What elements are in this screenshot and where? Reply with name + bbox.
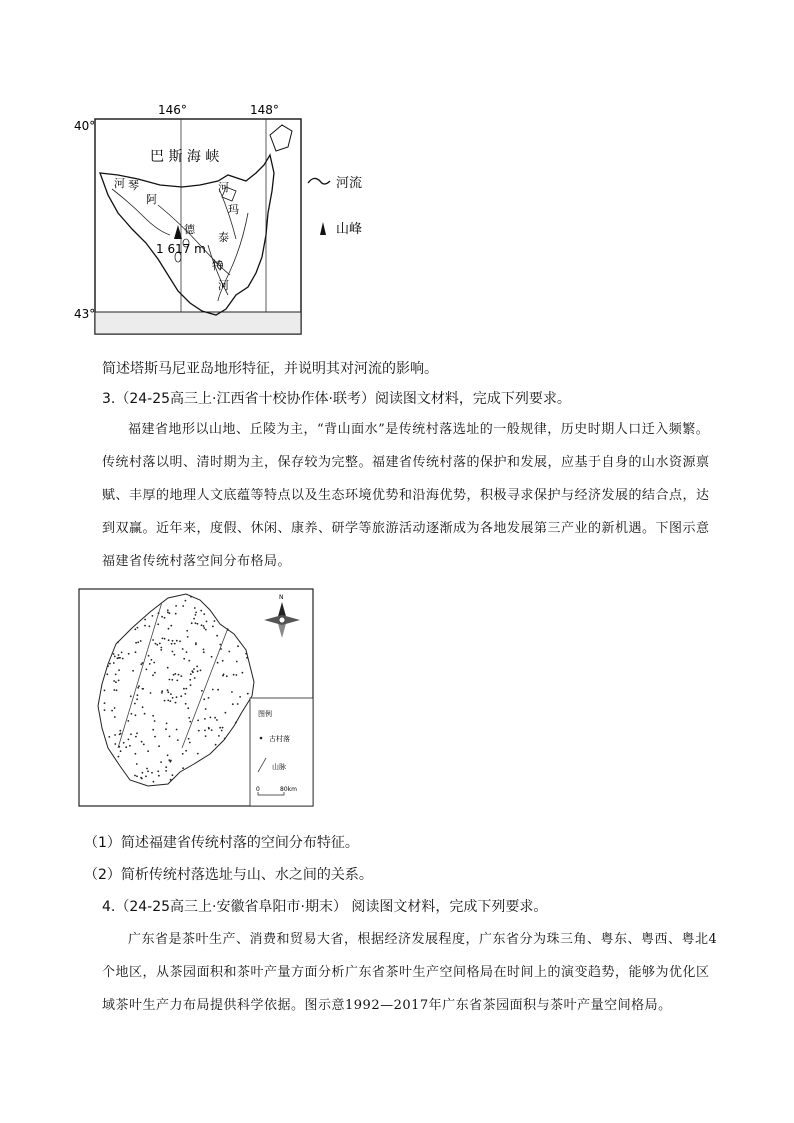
village-dot bbox=[117, 642, 119, 644]
village-dot bbox=[144, 625, 146, 627]
village-dot bbox=[146, 669, 148, 671]
village-dot bbox=[134, 628, 136, 630]
village-dot bbox=[183, 688, 185, 690]
village-dot bbox=[169, 736, 171, 738]
village-dot bbox=[114, 743, 116, 745]
village-dot bbox=[193, 618, 195, 620]
village-dot bbox=[205, 708, 207, 710]
village-dot bbox=[211, 729, 213, 731]
village-dot bbox=[135, 736, 137, 738]
village-dot bbox=[169, 679, 171, 681]
village-dot bbox=[185, 600, 187, 602]
village-dot bbox=[134, 775, 136, 777]
village-dot bbox=[172, 774, 174, 776]
village-dot bbox=[116, 689, 118, 691]
village-dot bbox=[178, 674, 180, 676]
village-dot bbox=[158, 745, 160, 747]
village-dot bbox=[168, 628, 170, 630]
village-dot bbox=[197, 720, 199, 722]
village-dot bbox=[222, 675, 224, 677]
village-dot bbox=[142, 662, 144, 664]
village-dot bbox=[195, 644, 197, 646]
village-dot bbox=[153, 781, 155, 783]
village-dot bbox=[128, 739, 130, 741]
village-dot bbox=[246, 657, 248, 659]
village-dot bbox=[171, 643, 173, 645]
q2-prompt: 简述塔斯马尼亚岛地形特征，并说明其对河流的影响。 bbox=[102, 361, 438, 377]
sea-label: 巴 斯 海 峡 bbox=[150, 149, 220, 165]
village-dot bbox=[132, 670, 134, 672]
village-dot bbox=[193, 668, 195, 670]
village-dot bbox=[156, 644, 158, 646]
village-dot bbox=[142, 688, 144, 690]
village-dot bbox=[172, 697, 174, 699]
village-dot bbox=[141, 741, 143, 743]
village-dot bbox=[185, 703, 187, 705]
village-dot bbox=[164, 638, 166, 640]
village-dot bbox=[154, 720, 156, 722]
village-dot bbox=[175, 605, 177, 607]
village-dot bbox=[226, 675, 228, 677]
village-dot bbox=[205, 629, 207, 631]
village-dot bbox=[161, 616, 163, 618]
village-dot bbox=[182, 605, 184, 607]
village-dot bbox=[231, 691, 233, 693]
village-dot bbox=[182, 648, 184, 650]
village-dot bbox=[220, 648, 222, 650]
village-dot bbox=[146, 768, 148, 770]
village-dot bbox=[167, 700, 169, 702]
village-dot bbox=[117, 657, 119, 659]
village-dot bbox=[170, 625, 172, 627]
village-dot bbox=[232, 703, 234, 705]
legend-village: 古村落 bbox=[269, 735, 290, 743]
river-char: 玛 bbox=[228, 203, 239, 216]
village-dot bbox=[122, 658, 124, 660]
legend-river: 河流 bbox=[336, 176, 363, 191]
village-dot bbox=[187, 707, 189, 709]
village-dot bbox=[197, 670, 199, 672]
village-dot bbox=[194, 607, 196, 609]
village-dot bbox=[187, 636, 189, 638]
village-dot bbox=[204, 718, 206, 720]
village-dot bbox=[168, 759, 170, 761]
q3-sub1: （1）简述福建省传统村落的空间分布特征。 bbox=[84, 835, 359, 851]
village-dot bbox=[137, 641, 139, 643]
river-char: 琴 bbox=[128, 179, 139, 192]
village-dot bbox=[119, 657, 121, 659]
village-dot bbox=[135, 714, 137, 716]
village-dot bbox=[172, 640, 174, 642]
village-dot bbox=[173, 674, 175, 676]
village-dot bbox=[140, 640, 142, 642]
village-dot bbox=[227, 629, 229, 631]
village-dot bbox=[115, 674, 117, 676]
village-dot bbox=[158, 775, 160, 777]
village-dot bbox=[205, 735, 207, 737]
village-dot bbox=[236, 661, 238, 663]
village-dot bbox=[129, 745, 131, 747]
village-dot bbox=[194, 677, 196, 679]
village-dot bbox=[153, 662, 155, 664]
village-dot bbox=[189, 721, 191, 723]
legend-mountain: 山脉 bbox=[272, 763, 286, 771]
village-dot bbox=[190, 684, 192, 686]
village-dot bbox=[119, 730, 121, 732]
tasmania-map bbox=[60, 95, 390, 345]
village-dot bbox=[152, 715, 154, 717]
village-dot bbox=[228, 651, 230, 653]
village-dot bbox=[176, 729, 178, 731]
village-dot bbox=[160, 649, 162, 651]
village-dot bbox=[143, 744, 145, 746]
village-dot bbox=[225, 712, 227, 714]
village-dot bbox=[104, 690, 106, 692]
village-dot bbox=[190, 596, 192, 598]
village-dot bbox=[137, 687, 139, 689]
village-dot bbox=[198, 730, 200, 732]
village-dot bbox=[155, 643, 157, 645]
village-dot bbox=[175, 702, 177, 704]
village-dot bbox=[151, 772, 153, 774]
village-dot bbox=[174, 654, 176, 656]
village-dot bbox=[237, 703, 239, 705]
village-dot bbox=[152, 639, 154, 641]
village-dot bbox=[182, 753, 184, 755]
village-dot bbox=[114, 734, 116, 736]
village-dot bbox=[170, 693, 172, 695]
village-dot bbox=[164, 617, 166, 619]
q3-header: 3.（24-25高三上·江西省十校协作体·联考）阅读图文材料，完成下列要求。 bbox=[102, 391, 571, 407]
village-dot bbox=[130, 733, 132, 735]
village-dot bbox=[166, 723, 168, 725]
village-dot bbox=[190, 673, 192, 675]
village-dot bbox=[188, 660, 190, 662]
village-dot bbox=[191, 670, 193, 672]
lon-label-148: 148° bbox=[250, 103, 279, 117]
village-dot bbox=[174, 673, 176, 675]
village-dot bbox=[106, 673, 108, 675]
north-label: N bbox=[279, 594, 284, 601]
village-dot bbox=[215, 744, 217, 746]
village-dot bbox=[186, 630, 188, 632]
village-dot bbox=[118, 746, 120, 748]
village-dot bbox=[136, 763, 138, 765]
river-char: 泰 bbox=[218, 231, 229, 244]
village-dot bbox=[214, 717, 216, 719]
village-dot bbox=[167, 609, 169, 611]
village-dot bbox=[222, 727, 224, 729]
village-dot bbox=[180, 695, 182, 697]
village-dot bbox=[167, 691, 169, 693]
village-dot bbox=[219, 644, 221, 646]
legend-peak: 山峰 bbox=[336, 222, 363, 237]
village-dot bbox=[118, 680, 120, 682]
village-dot bbox=[200, 610, 202, 612]
q3-material bbox=[102, 413, 722, 578]
village-dot bbox=[113, 662, 115, 664]
village-dot bbox=[179, 640, 181, 642]
village-dot bbox=[204, 730, 206, 732]
lon-label-146: 146° bbox=[158, 103, 187, 117]
village-dot bbox=[165, 770, 167, 772]
village-dot bbox=[107, 665, 109, 667]
village-dot bbox=[245, 653, 247, 655]
village-dot bbox=[191, 622, 193, 624]
village-dot bbox=[200, 670, 202, 672]
village-dot bbox=[135, 651, 137, 653]
village-dot bbox=[167, 612, 169, 614]
legend-title: 图例 bbox=[258, 710, 272, 718]
village-dot bbox=[188, 717, 190, 719]
village-dot bbox=[224, 738, 226, 740]
village-dot bbox=[165, 766, 167, 768]
village-dot bbox=[170, 760, 172, 762]
village-dot bbox=[160, 761, 162, 763]
village-dot bbox=[212, 689, 214, 691]
village-dot bbox=[142, 706, 144, 708]
village-dot bbox=[152, 729, 154, 731]
village-dot bbox=[167, 754, 169, 756]
village-dot bbox=[196, 666, 198, 668]
village-dot bbox=[154, 672, 156, 674]
village-dot bbox=[195, 614, 197, 616]
village-dot bbox=[197, 623, 199, 625]
village-dot bbox=[195, 622, 197, 624]
lat-label-40: 40° bbox=[74, 119, 96, 133]
village-dot bbox=[208, 727, 210, 729]
village-dot bbox=[218, 735, 220, 737]
village-dot bbox=[188, 738, 190, 740]
village-dot bbox=[114, 707, 116, 709]
village-dot bbox=[120, 750, 122, 752]
river-char: 河 bbox=[114, 177, 125, 190]
village-dot bbox=[159, 643, 161, 645]
river-legend-icon bbox=[308, 178, 330, 184]
village-dot bbox=[147, 770, 149, 772]
village-dot bbox=[137, 694, 139, 696]
lat-label-43: 43° bbox=[74, 307, 96, 321]
village-dot bbox=[114, 656, 116, 658]
village-dot bbox=[135, 753, 137, 755]
village-dot bbox=[125, 746, 127, 748]
village-dot bbox=[216, 635, 218, 637]
q4-material bbox=[102, 923, 722, 1022]
village-dot bbox=[171, 679, 173, 681]
village-dot bbox=[138, 685, 140, 687]
q4-paragraph: 广东省是茶叶生产、消费和贸易大省，根据经济发展程度，广东省分为珠三角、粤东、粤西、粤北4个地区，从茶园面积和茶叶产量方面分析广东省茶叶生产空间格局在时间上的演变趋势，能够为优化区域茶叶生产力布局提供科学依据。图示意1992—2017年广东省茶园面积与茶叶产量空间格局。 bbox=[102, 932, 718, 1013]
village-dot bbox=[118, 654, 120, 656]
peak-label: 1 617 m bbox=[156, 242, 206, 256]
village-dot bbox=[197, 753, 199, 755]
village-dot bbox=[189, 742, 191, 744]
village-dot bbox=[113, 653, 115, 655]
village-dot bbox=[242, 672, 244, 674]
village-dot bbox=[152, 674, 154, 676]
village-dot bbox=[152, 615, 154, 617]
village-dot bbox=[176, 640, 178, 642]
village-dot bbox=[151, 659, 153, 661]
village-dot bbox=[221, 730, 223, 732]
village-dot bbox=[131, 713, 133, 715]
peak-legend-icon bbox=[320, 222, 326, 235]
village-dot bbox=[161, 690, 163, 692]
village-dot bbox=[147, 750, 149, 752]
q4-header: 4.（24-25高三上·安徽省阜阳市·期末） 阅读图文材料，完成下列要求。 bbox=[102, 899, 548, 915]
village-dot bbox=[206, 621, 208, 623]
village-dot bbox=[158, 612, 160, 614]
village-dot bbox=[175, 613, 177, 615]
q3-sub2: （2）简析传统村落选址与山、水之间的关系。 bbox=[84, 867, 373, 883]
village-dot bbox=[217, 662, 219, 664]
village-dot bbox=[177, 739, 179, 741]
village-dot bbox=[149, 625, 151, 627]
village-dot bbox=[168, 639, 170, 641]
village-dot bbox=[186, 651, 188, 653]
village-dot bbox=[148, 655, 150, 657]
village-dot bbox=[235, 722, 237, 724]
village-dot bbox=[162, 638, 164, 640]
village-dot bbox=[236, 674, 238, 676]
village-dot bbox=[195, 612, 197, 614]
village-dot bbox=[203, 649, 205, 651]
village-dot bbox=[203, 625, 205, 627]
village-dot bbox=[211, 656, 213, 658]
village-dot bbox=[113, 689, 115, 691]
village-dot bbox=[183, 658, 185, 660]
village-dot bbox=[114, 716, 116, 718]
village-dot bbox=[185, 750, 187, 752]
village-dot bbox=[201, 690, 203, 692]
village-dot bbox=[157, 770, 159, 772]
village-dot bbox=[203, 613, 205, 615]
village-dot bbox=[160, 647, 162, 649]
village-dot bbox=[136, 698, 138, 700]
village-dot bbox=[121, 652, 123, 654]
river-char: 河 bbox=[218, 181, 229, 194]
village-dot bbox=[118, 756, 120, 758]
village-dot bbox=[203, 698, 205, 700]
q3-paragraph: 福建省地形以山地、丘陵为主，“背山面水”是传统村落选址的一般规律，历史时期人口迁入频繁。传统村落以明、清时期为主，保存较为完整。福建省传统村落的保护和发展，应基于自身的山水资源禀赋、丰厚的地理人文底蕴等特点以及生态环境优势和沿海优势，积极寻求保护与经济发展的结合点，达到双赢。近年来，度假、休闲、康养、研学等旅游活动逐渐成为各地发展第三产业的新机遇。下图示意福建省传统村落空间分布格局。 bbox=[102, 422, 710, 569]
village-dot bbox=[135, 642, 137, 644]
scale-zero: 0 bbox=[256, 786, 260, 793]
village-dot bbox=[239, 696, 241, 698]
village-dot bbox=[142, 772, 144, 774]
village-dot bbox=[157, 623, 159, 625]
village-dot bbox=[141, 778, 143, 780]
village-dot bbox=[214, 620, 216, 622]
village-dot bbox=[237, 645, 239, 647]
village-dot bbox=[136, 732, 138, 734]
village-dot bbox=[120, 733, 122, 735]
village-dot bbox=[154, 736, 156, 738]
river-char: 阿 bbox=[146, 193, 157, 206]
village-dot bbox=[203, 651, 205, 653]
village-dot bbox=[161, 692, 163, 694]
village-dot bbox=[189, 679, 191, 681]
village-dot bbox=[184, 693, 186, 695]
map-legend bbox=[250, 698, 313, 806]
village-dot bbox=[145, 775, 147, 777]
river-char: 特 bbox=[212, 259, 223, 272]
village-dot bbox=[185, 688, 187, 690]
village-dot bbox=[180, 675, 182, 677]
village-dot bbox=[203, 627, 205, 629]
village-dot bbox=[176, 696, 178, 698]
village-dot bbox=[111, 710, 113, 712]
village-dot bbox=[108, 736, 110, 738]
village-dot bbox=[210, 717, 212, 719]
village-dot bbox=[222, 660, 224, 662]
village-dot bbox=[217, 689, 219, 691]
village-dot bbox=[144, 619, 146, 621]
village-dot bbox=[174, 643, 176, 645]
village-dot bbox=[130, 695, 132, 697]
village-dot bbox=[113, 680, 115, 682]
fujian-village-map bbox=[78, 588, 314, 807]
village-dot bbox=[233, 674, 235, 676]
village-dot bbox=[170, 779, 172, 781]
scale-label: 80km bbox=[280, 786, 297, 793]
village-dot bbox=[150, 692, 152, 694]
village-dot bbox=[165, 728, 167, 730]
village-dot bbox=[219, 727, 221, 729]
river-char: 德 bbox=[184, 223, 195, 236]
village-dot bbox=[144, 713, 146, 715]
village-dot bbox=[118, 669, 120, 671]
village-dot bbox=[104, 702, 106, 704]
village-dot bbox=[127, 720, 129, 722]
village-dot bbox=[104, 709, 106, 711]
village-dot bbox=[172, 651, 174, 653]
village-dot bbox=[123, 742, 125, 744]
village-dot bbox=[115, 681, 117, 683]
village-dot bbox=[164, 700, 166, 702]
village-dot bbox=[212, 626, 214, 628]
village-dot bbox=[167, 667, 169, 669]
village-dot bbox=[134, 703, 136, 705]
village-dot bbox=[149, 663, 151, 665]
village-dot bbox=[247, 693, 249, 695]
village-dot bbox=[201, 624, 203, 626]
village-dot bbox=[128, 653, 130, 655]
village-dot bbox=[216, 719, 218, 721]
village-dot bbox=[109, 663, 111, 665]
village-dot bbox=[167, 689, 169, 691]
river-char: 河 bbox=[218, 279, 229, 292]
village-dot bbox=[169, 700, 171, 702]
village-dot bbox=[208, 697, 210, 699]
village-dot bbox=[137, 627, 139, 629]
village-dot bbox=[136, 775, 138, 777]
village-dot bbox=[176, 680, 178, 682]
village-dot bbox=[182, 767, 184, 769]
